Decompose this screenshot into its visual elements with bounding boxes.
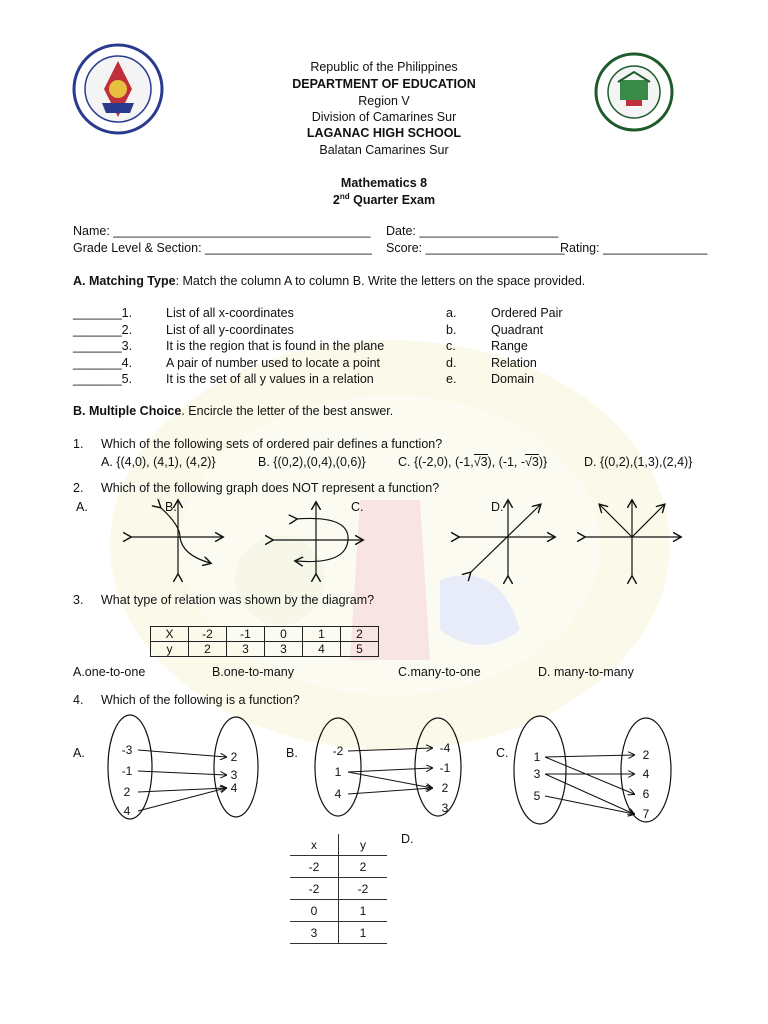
table-row (290, 900, 387, 922)
matching-text-2: List of all y-coordinates (166, 322, 294, 337)
y-value-cell: 4 (303, 642, 341, 657)
mapping-arrow (348, 788, 432, 794)
q4-mapping-diagrams (0, 710, 768, 830)
graph-d (584, 501, 680, 577)
mapping-value: 7 (642, 807, 650, 821)
matching-answer-3: Range (491, 339, 528, 354)
q1-text: Which of the following sets of ordered pair defines a function? (101, 437, 443, 451)
matching-answer-2: Quadrant (491, 322, 544, 337)
matching-answer-1: Ordered Pair (491, 306, 563, 320)
x-value-cell: 1 (303, 627, 341, 642)
header-region: Region V (358, 94, 410, 108)
exam-subject: Mathematics 8 (340, 176, 428, 190)
mapping-value: -2 (332, 744, 344, 758)
header-school: LAGANAC HIGH SCHOOL (306, 126, 462, 140)
graph-b (272, 503, 362, 575)
header-department: DEPARTMENT OF EDUCATION (292, 77, 476, 91)
mapping-value: 5 (533, 789, 541, 803)
matching-num-3[interactable]: _______3. (73, 339, 133, 354)
mapping-value: 2 (642, 748, 650, 762)
y-label: y (151, 642, 189, 657)
q4-option-d[interactable]: D. (401, 832, 414, 846)
matching-letter-4: d. (446, 355, 457, 370)
q3-text: What type of relation was shown by the diagram? (101, 593, 375, 607)
matching-num-2[interactable]: _______2. (73, 322, 133, 337)
header-address: Balatan Camarines Sur (319, 143, 449, 157)
table-cell: -2 (290, 878, 339, 900)
q1-option-a[interactable]: A. {(4,0), (4,1), (4,2)} (101, 455, 216, 469)
mapping-value: -1 (439, 761, 451, 775)
q3-option-a[interactable]: A.one-to-one (73, 665, 146, 679)
q3-number: 3. (73, 593, 84, 607)
score-field[interactable]: Score: ____________________ (386, 241, 565, 255)
mapping-value: -3 (121, 743, 133, 757)
matching-letter-2: b. (446, 322, 457, 337)
table-cell: 3 (290, 922, 339, 944)
q1-option-d[interactable]: D. {(0,2),(1,3),(2,4)} (584, 455, 693, 469)
header-republic: Republic of the Philippines (310, 60, 458, 74)
q3-option-c[interactable]: C.many-to-one (398, 665, 481, 679)
mapping-value: 2 (123, 785, 131, 799)
matching-letter-5: e. (446, 372, 457, 387)
mapping-value: 2 (441, 781, 449, 795)
q2-text: Which of the following graph does NOT represent a function? (101, 481, 440, 495)
q3-option-b[interactable]: B.one-to-many (212, 665, 294, 679)
q4-option-a[interactable]: A. (73, 746, 85, 760)
mapping-arrow (545, 796, 634, 814)
mapping-value: 4 (123, 804, 131, 818)
graph-c (458, 501, 554, 577)
table-cell: 0 (290, 900, 339, 922)
matching-text-4: A pair of number used to locate a point (166, 355, 381, 370)
x-value-cell: -1 (227, 627, 265, 642)
table-cell: 1 (339, 922, 388, 944)
mapping-value: 3 (230, 768, 238, 782)
table-header: y (339, 834, 388, 856)
q2-option-a[interactable]: A. (76, 500, 88, 514)
mapping-value: -1 (121, 764, 133, 778)
y-value-cell: 3 (227, 642, 265, 657)
section-b-heading: B. Multiple Choice. Encircle the letter of the best answer. (73, 404, 394, 418)
mapping-value: 3 (533, 767, 541, 781)
table-cell: 1 (339, 900, 388, 922)
table-header: x (290, 834, 339, 856)
q4-option-b[interactable]: B. (286, 746, 298, 760)
table-row (290, 922, 387, 944)
graph-a (130, 501, 222, 575)
matching-text-1: List of all x-coordinates (166, 306, 294, 320)
mapping-value: 4 (230, 781, 238, 795)
matching-text-5: It is the set of all y values in a relation (166, 372, 374, 387)
matching-letter-1: a. (446, 306, 457, 320)
matching-num-4[interactable]: _______4. (73, 355, 133, 370)
x-value-cell: -2 (189, 627, 227, 642)
mapping-value: 1 (334, 765, 342, 779)
mapping-value: 1 (533, 750, 541, 764)
table-row (290, 856, 387, 878)
table-cell: 2 (339, 856, 388, 878)
mapping-arrow (545, 755, 634, 757)
mapping-value: 2 (230, 750, 238, 764)
matching-num-1[interactable]: _______1. (73, 306, 133, 320)
table-cell: -2 (290, 856, 339, 878)
q2-graphs (0, 495, 768, 585)
x-label: X (151, 627, 189, 642)
mapping-value: -4 (439, 741, 451, 755)
exam-quarter: 2nd Quarter Exam (332, 192, 436, 208)
x-value-cell: 0 (265, 627, 303, 642)
q1-option-c[interactable]: C. {(-2,0), (-1,√3), (-1, -√3)} (398, 455, 548, 469)
x-value-cell: 2 (341, 627, 379, 642)
q2-number: 2. (73, 481, 84, 495)
mapping-arrow (348, 748, 432, 751)
section-a-heading: A. Matching Type: Match the column A to column B. Write the letters on the space provided. (73, 274, 586, 288)
q4-text: Which of the following is a function? (101, 693, 300, 707)
q2-option-c[interactable]: C. (351, 500, 364, 514)
matching-answer-5: Domain (491, 372, 535, 387)
q1-number: 1. (73, 437, 84, 451)
rating-field[interactable]: Rating: _______________ (560, 241, 708, 255)
y-value-cell: 2 (189, 642, 227, 657)
q2-option-b[interactable]: B. (165, 500, 177, 514)
mapping-value: 6 (642, 787, 650, 801)
q4-option-c[interactable]: C. (496, 746, 509, 760)
matching-text-3: It is the region that is found in the plane (166, 339, 385, 354)
table-cell: -2 (339, 878, 388, 900)
grade-section-field[interactable]: Grade Level & Section: ________________________ (73, 241, 372, 255)
matching-answer-4: Relation (491, 355, 537, 370)
y-value-cell: 3 (265, 642, 303, 657)
q1-option-b[interactable]: B. {(0,2),(0,4),(0,6)} (258, 455, 366, 469)
matching-num-5[interactable]: _______5. (73, 372, 133, 387)
q4-table-d (290, 834, 387, 944)
date-field[interactable]: Date: ____________________ (386, 224, 559, 238)
q4-number: 4. (73, 693, 84, 707)
mapping-value: 4 (642, 767, 650, 781)
q3-relation-table (150, 626, 379, 657)
mapping-value: 3 (441, 801, 449, 815)
q3-option-d[interactable]: D. many-to-many (538, 665, 634, 679)
matching-letter-3: c. (446, 339, 456, 354)
mapping-value: 4 (334, 787, 342, 801)
header-division: Division of Camarines Sur (311, 110, 457, 124)
q2-option-d[interactable]: D. (491, 500, 504, 514)
table-row (290, 878, 387, 900)
name-field[interactable]: Name: _____________________________________ (73, 224, 371, 238)
y-value-cell: 5 (341, 642, 379, 657)
